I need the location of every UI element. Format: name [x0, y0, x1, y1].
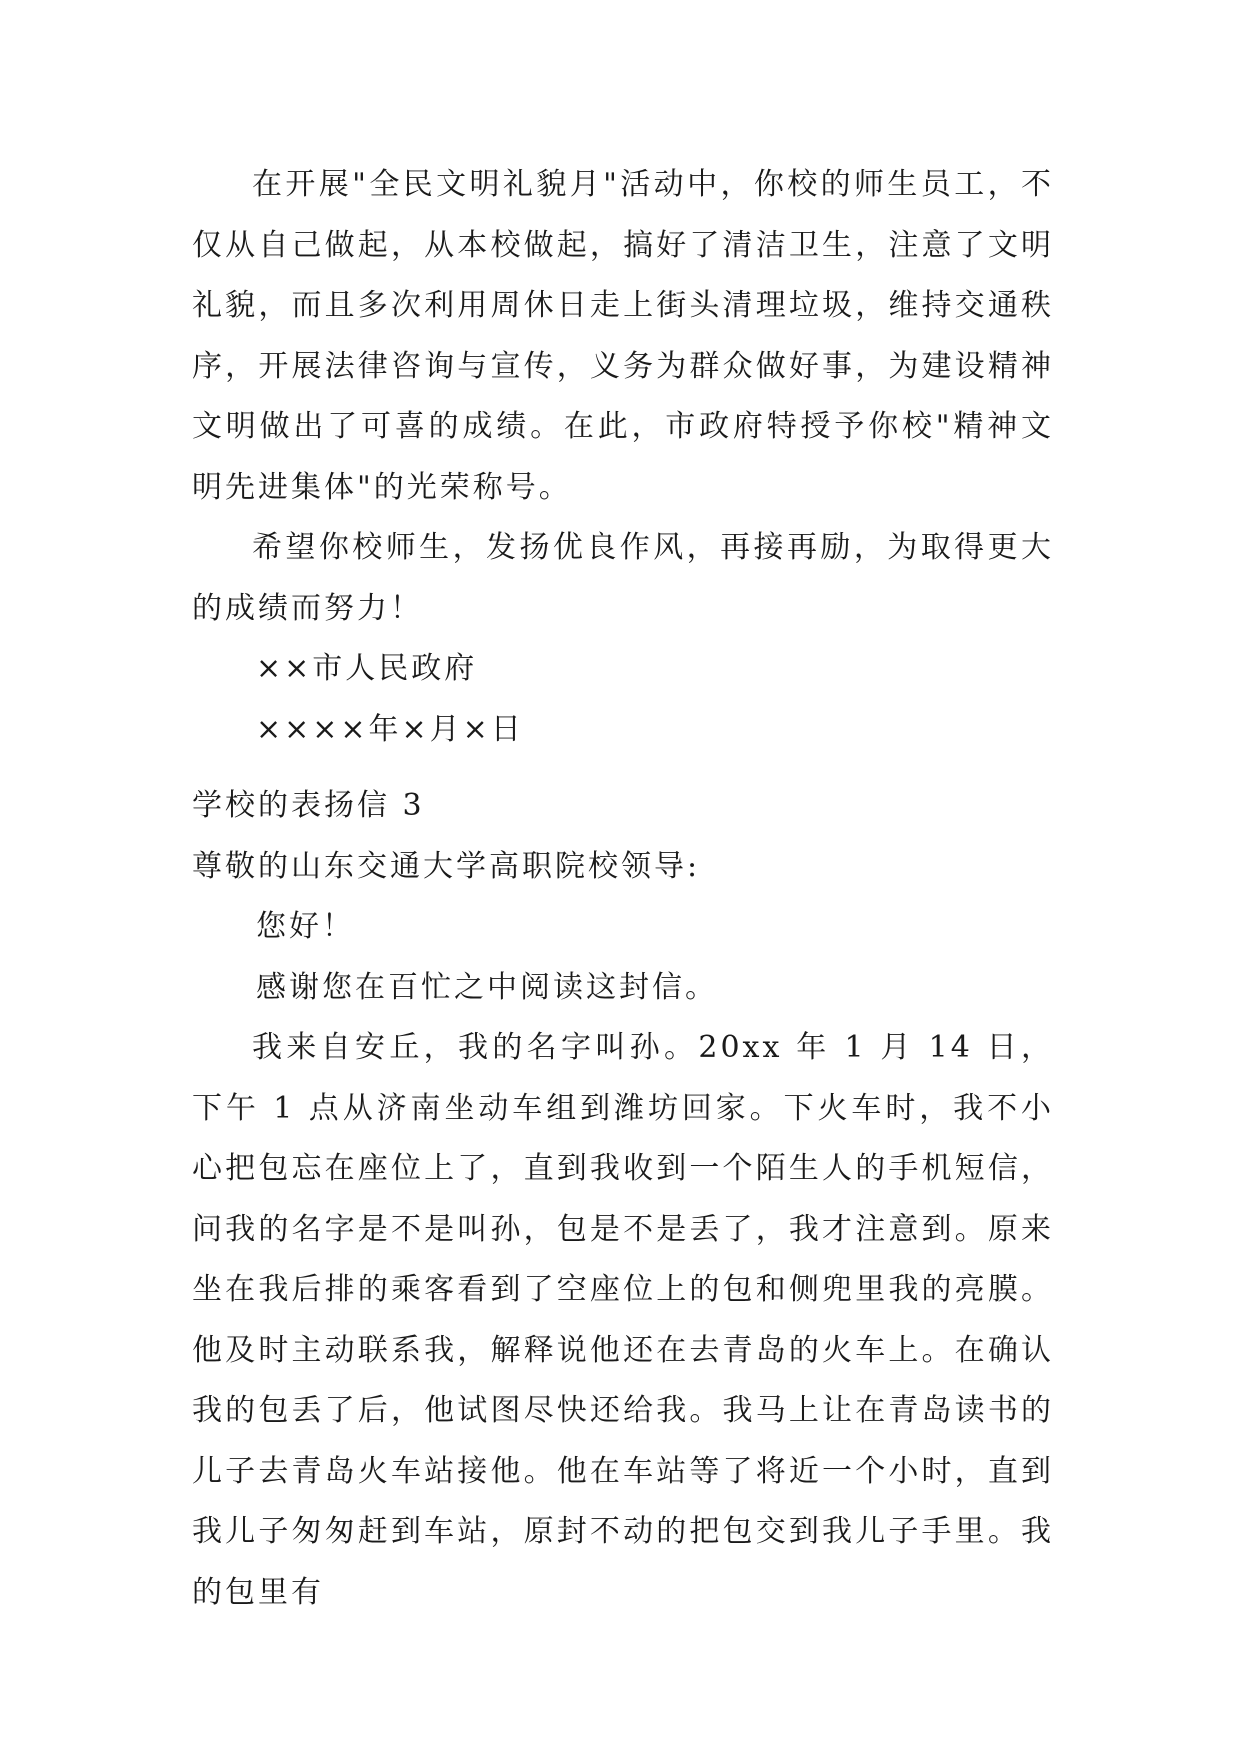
- letter-2-section: [192, 155, 1054, 760]
- letter-3-section: [192, 776, 1054, 1623]
- letter-3-title: 学校的表扬信 3: [192, 788, 425, 823]
- letter-3-body: 我来自安丘，我的名字叫孙。20xx 年 1 月 14 日，下午 1 点从济南坐动车组到潍坊回家。下火车时，我不小心把包忘在座位上了，直到我收到一个陌生人的手机短信，问我的名字是不是叫孙，包是不是丢了，我才注意到。原来坐在我后排的乘客看到了空座位上的包和侧兜里我的亮膜。他及时主动联系我，解释说他还在去青岛的火车上。在确认我的包丢了后，他试图尽快还给我。我马上让在青岛读书的儿子去青岛火车站接他。他在车站等了将近一个小时，直到我儿子匆匆赶到车站，原封不动的把包交到我儿子手里。我的包里有: [192, 1030, 1054, 1610]
- letter-2-body: 在开展"全民文明礼貌月"活动中，你校的师生员工，不仅从自己做起，从本校做起，搞好了清洁卫生，注意了文明礼貌，而且多次利用周休日走上街头清理垃圾，维持交通秩序，开展法律咨询与宣传，义务为群众做好事，为建设精神文明做出了可喜的成绩。在此，市政府特授予你校"精神文明先进集体"的光荣称号。: [192, 167, 1054, 505]
- letter-3-greeting: 您好！: [256, 909, 355, 944]
- letter-2-signature: ××市人民政府: [256, 651, 478, 686]
- letter-2-closing: 希望你校师生，发扬优良作风，再接再励，为取得更大的成绩而努力！: [192, 530, 1054, 626]
- letter-3-thanks: 感谢您在百忙之中阅读这封信。: [256, 969, 718, 1005]
- letter-3-salutation: 尊敬的山东交通大学高职院校领导:: [192, 848, 701, 884]
- letter-2-date: ××××年×月×日: [256, 711, 524, 747]
